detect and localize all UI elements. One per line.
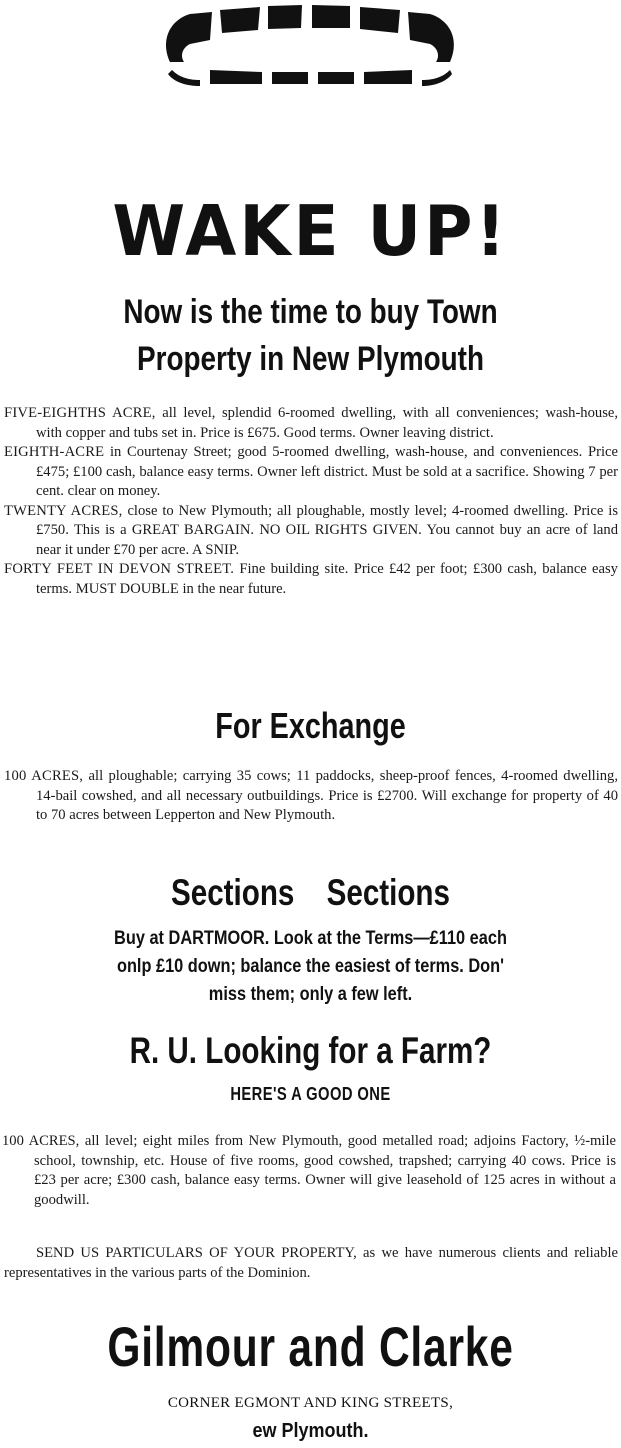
farm-text: 100 ACRES, all level; eight miles from New Plymouth, good metalled road; adjoins Factory, ½-mile school, township, etc. House of five rooms, good cowshed, trapshed; carrying 40 cows. Price is £23 per acre; £300 cash, balance easy terms. Owner will give leasehold of 125 acres in without a goodwill.	[2, 1133, 616, 1208]
listing-item	[4, 404, 618, 443]
listing-text: all ploughable; carrying 35 cows; 11 paddocks, sheep-proof fences, 4-roomed dwelling, 14-bail cowshed, and all necessary outbuildings. Price is £2700. Will exchange for property of 40 to 70 acres between Lepperton and New Plymouth.	[36, 768, 618, 823]
subheadline-line-1: Now is the time to buy Town	[123, 293, 498, 331]
listing-item	[4, 443, 618, 502]
sections-promo-line-3: miss them; only a few left.	[208, 984, 413, 1005]
subheadline-line-2: Property in New Plymouth	[136, 340, 485, 378]
particulars-text: SEND US PARTICULARS OF YOUR PROPERTY, as we have numerous clients and reliable representatives in the various parts of the Dominion.	[4, 1245, 618, 1281]
listing-item	[4, 767, 618, 826]
listing-lead: FORTY FEET IN DEVON STREET.	[4, 561, 235, 577]
headline: WAKE UP!	[112, 191, 509, 272]
property-listings	[4, 404, 618, 599]
listing-item	[4, 560, 618, 599]
listing-lead: FIVE-EIGHTHS ACRE,	[4, 405, 156, 421]
farm-listing	[2, 1132, 616, 1210]
decorative-ornament	[150, 0, 470, 100]
sections-heading: Sections Sections	[171, 872, 450, 913]
listing-item	[4, 502, 618, 561]
firm-city: ew Plymouth.	[252, 1420, 369, 1442]
exchange-listing	[4, 767, 618, 826]
farm-subheading: HERE'S A GOOD ONE	[230, 1084, 391, 1104]
listing-text: Fine building site. Price £42 per foot; £300 cash, balance easy terms. MUST DOUBLE in the near future.	[36, 561, 618, 597]
sections-promo-line-2: onlp £10 down; balance the easiest of terms. Don'	[116, 956, 505, 977]
sections-promo-line-1: Buy at DARTMOOR. Look at the Terms—£110 each	[114, 928, 507, 949]
particulars-notice	[4, 1244, 618, 1283]
listing-lead: TWENTY ACRES,	[4, 502, 123, 519]
farm-heading: R. U. Looking for a Farm?	[129, 1030, 492, 1071]
listing-text: close to New Plymouth; all ploughable, mostly level; 4-roomed dwelling. Price is £750. This is a GREAT BARGAIN. NO OIL RIGHTS GIVEN. You cannot buy an acre of land near it under £70 per acre. A SNIP.	[36, 502, 618, 558]
listing-text: in Courtenay Street; good 5-roomed dwelling, wash-house, and conveniences. Price £475; £100 cash, balance easy terms. Owner left district. Must be sold at a sacrifice. Showing 7 per cent. clear on money.	[36, 444, 618, 499]
firm-address: CORNER EGMONT AND KING STREETS,	[167, 1395, 454, 1411]
exchange-heading: For Exchange	[215, 705, 406, 746]
firm-name: Gilmour and Clarke	[107, 1315, 514, 1378]
listing-lead: EIGHTH-ACRE	[4, 444, 105, 460]
listing-lead: 100 ACRES,	[4, 768, 84, 784]
listing-text: all level, splendid 6-roomed dwelling, with all conveniences; wash-house, with copper and tubs set in. Price is £675. Good terms. Owner leaving district.	[36, 405, 619, 441]
